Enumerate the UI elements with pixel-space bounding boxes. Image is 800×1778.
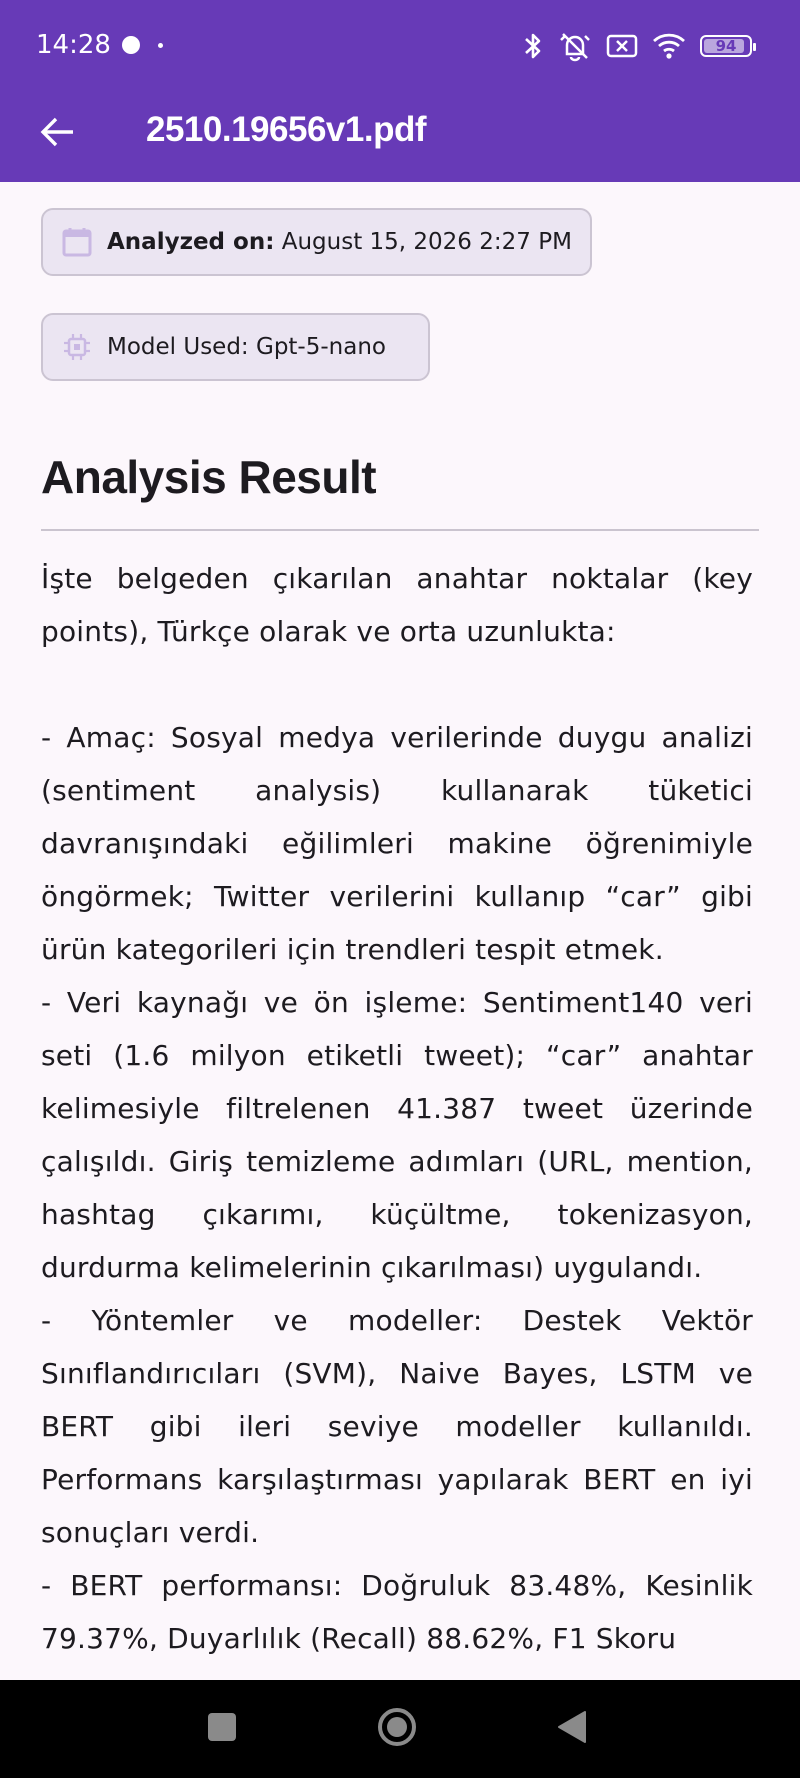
status-bar — [0, 0, 800, 92]
battery-icon — [700, 35, 752, 57]
recent-apps-button[interactable] — [162, 1680, 282, 1778]
arrow-left-icon — [40, 116, 76, 152]
analyzed-on-value: August 15, 2026 2:27 PM — [281, 229, 572, 255]
page-title: 2510.19656v1.pdf — [146, 110, 426, 149]
status-time: 14:28 — [36, 30, 111, 60]
system-nav-bar — [0, 1680, 800, 1778]
status-icons — [522, 26, 752, 66]
analyzed-on-label: Analyzed on: — [107, 229, 275, 255]
model-used-chip — [41, 313, 430, 381]
top-app-bar — [0, 0, 800, 182]
notification-small-dot-icon — [158, 43, 163, 48]
battery-level: 94 — [715, 37, 737, 55]
back-button[interactable] — [30, 106, 86, 162]
home-circle-icon — [376, 1706, 418, 1752]
analysis-body: İşte belgeden çıkarılan anahtar noktalar (key points), Türkçe olarak ve orta uzunlukta: - Amaç: Sosyal medya verilerinde duygu analizi (sentiment analysis) kullanarak tüketici davranışındaki eğilimleri makine öğrenimiyle öngörmek; Twitter verilerini kullanıp “car” gibi ürün kategorileri için trendleri tespit etmek. - Veri kaynağı ve ön işleme: Sentiment140 veri seti (1.6 milyon etiketli tweet); “car” anahtar kelimesiyle filtrelenen 41.387 tweet üzerinde çalışıldı. Giriş temizleme adımları (URL, mention, hashtag çıkarımı, küçültme, tokenizasyon, durdurma kelimelerinin çıkarılması) uygulandı. - Yöntemler ve modeller: Destek Vektör Sınıflandırıcıları (SVM), Naive Bayes, LSTM ve BERT gibi ileri seviye modeller kullanıldı. Performans karşılaştırması yapılarak BERT en iyi sonuçları verdi. - BERT performansı: Doğruluk 83.48%, Kesinlik 79.37%, Duyarlılık (Recall) 88.62%, F1 Skoru — [41, 562, 753, 1655]
chip-processor-icon — [61, 331, 93, 363]
sim-error-icon — [606, 33, 638, 59]
model-used-text: Model Used: Gpt-5-nano — [107, 334, 386, 360]
notification-dot-icon — [122, 36, 140, 54]
heading-divider — [41, 529, 759, 531]
calendar-icon — [61, 226, 93, 258]
square-icon — [207, 1712, 237, 1746]
home-button[interactable] — [337, 1680, 457, 1778]
app-bar — [0, 92, 800, 182]
bluetooth-icon — [522, 30, 544, 62]
analyzed-on-chip — [41, 208, 592, 276]
wifi-icon — [652, 32, 686, 60]
analyzed-on-text — [107, 229, 572, 255]
alarm-off-icon — [558, 30, 592, 62]
triangle-back-icon — [557, 1710, 587, 1748]
analysis-heading: Analysis Result — [41, 451, 377, 503]
system-back-button[interactable] — [512, 1680, 632, 1778]
analysis-content[interactable] — [0, 182, 800, 1680]
